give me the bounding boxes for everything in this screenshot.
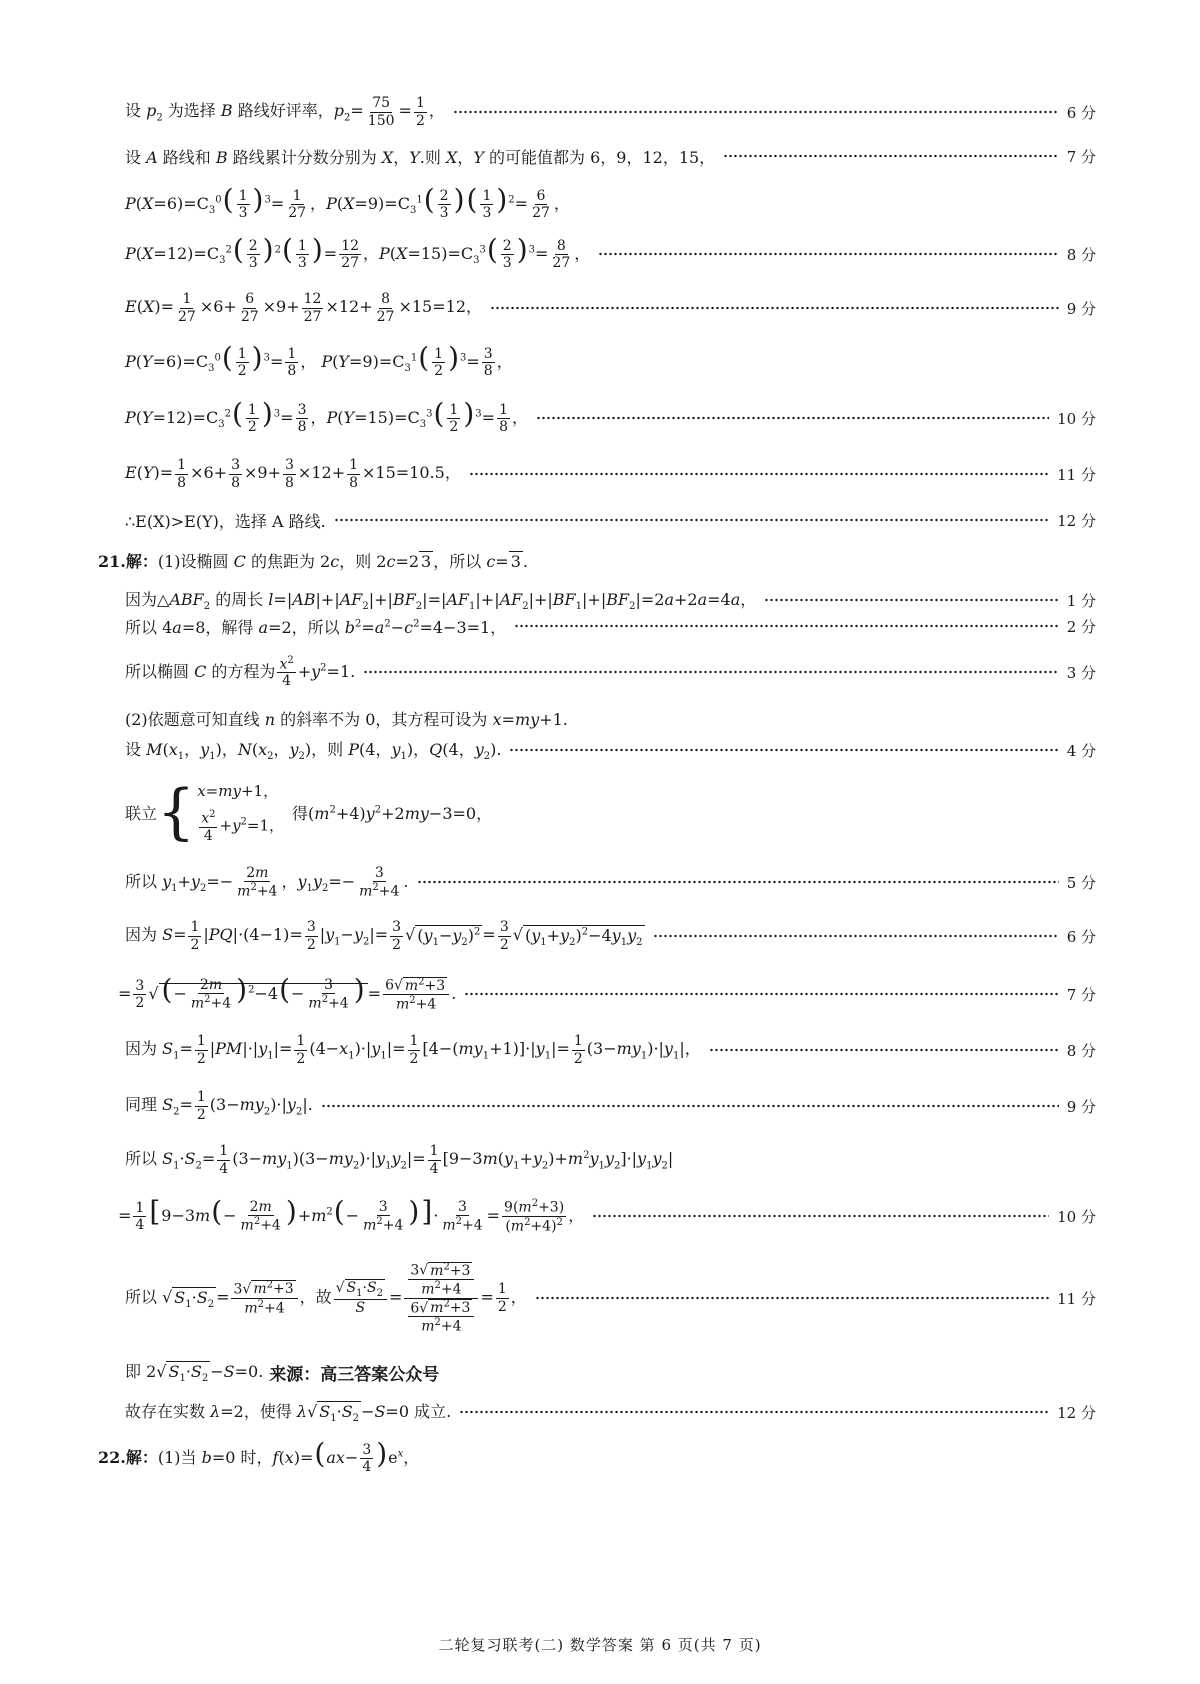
line-text: 即 2√ $S_1\cdot S_2 -S=0$. [125,1362,264,1385]
score-label: 3 分 [1066,663,1096,682]
solution-line [125,1030,1096,1070]
leader-dots [363,669,1058,675]
page-footer: 二轮复习联考(二) 数学答案 第 6 页(共 7 页) [438,1636,762,1654]
line-text: $P(Y=6)=C_3^0$( $\frac{1}{2}$ )$^3$= $\frac{1}{8}$ ， $P(Y=9)=C_3^1$( $\frac{1}{2}$ )$^3$= $\frac{3}{8}$ ， [125,341,513,380]
line-text: E(X)= $\frac{1}{27}$ ×6+ $\frac{6}{27}$ ×9+ $\frac{12}{27}$ ×12+ $\frac{8}{27}$ ×15=12， [125,291,483,325]
leader-dots [334,517,1049,523]
line-text: = $\frac{3}{2}$ √ (− $\frac{2m}{m^2+4}$ )$^2$−4(− $\frac{3}{m^2+4}$ ) = $\frac{6√ m^2+3}{m^2+4}$ . [118,972,457,1013]
score-label: 8 分 [1066,245,1096,264]
leader-dots [598,251,1058,257]
solution-line [125,606,1096,646]
score-label: 7 分 [1066,985,1096,1004]
system-eq-1: x=my+1， [197,782,279,801]
line-text: 21.解：(1)设椭圆 C 的焦距为 2c，则 2c=2 3 ，所以 c= 3 . [98,551,528,571]
solution-line [125,454,1096,494]
solution-line [125,136,1096,176]
leader-dots [514,623,1058,629]
line-text: 设 $p_2$ 为选择 B 路线好评率，$p_2=$ $\frac{75}{150}$ = $\frac{1}{2}$ ， [125,95,445,129]
leader-dots [509,747,1058,753]
solution-line [125,288,1096,328]
score-label: 9 分 [1066,299,1096,318]
score-label: 12 分 [1057,511,1096,530]
leader-dots [535,1295,1049,1301]
question-21-start [98,540,1096,580]
line-text: 同理 $S_2=$ $\frac{1}{2}$ $(3-my_2)\cdot|y_2|$. [125,1089,313,1123]
leader-dots [490,305,1059,311]
line-text: 所以 √ $S_1\cdot S_2$ = $\frac{3√ m^2+3}{m^2+4}$ ，故 $\frac{√ S_1\cdot S_2}{S}$ = $\frac{\frac{3√ m^2+3}{m^2+4}}{\frac{6√ m^2+3}{m^2+4}}$ = $\frac{1}{2}$ ， [125,1261,527,1335]
solution-line [125,342,1096,382]
line-text: $P(X=6)=C_3^0$( $\frac{1}{3}$ )$^3$= $\frac{1}{27}$ ，$P(X=9)=C_3^1$( $\frac{2}{3}$ )( $\frac{1}{3}$ )$^2$= $\frac{6}{27}$ ， [125,183,570,222]
score-label: 2 分 [1066,617,1096,636]
leader-dots [723,153,1059,159]
line-text: 联立 [125,803,158,823]
system-result: 得$(m^2+4)y^2+2my-3=0$， [292,803,493,823]
line-text: $P(X=12)=C_3^2$( $\frac{2}{3}$ )$^2$( $\frac{1}{3}$ )= $\frac{12}{27}$ ，$P(X=15)=C_3^3$( $\frac{2}{3}$ )$^3$= $\frac{8}{27}$ ， [125,233,591,272]
leader-dots [592,1213,1049,1219]
leader-dots [653,933,1059,939]
score-label: 8 分 [1066,1041,1096,1060]
equation-system [157,777,285,847]
leader-dots [459,1409,1049,1415]
leader-dots [417,879,1059,885]
score-label: 11 分 [1057,465,1096,484]
score-label: 4 分 [1066,741,1096,760]
score-label: 6 分 [1066,103,1096,122]
system-eq-2: $\frac{x^2}{4}$ $+y^2=1$， [201,809,285,844]
solution-line [125,1258,1096,1338]
line-text: ∴E(X)>E(Y)，选择 A 路线. [125,511,326,531]
leader-dots [536,415,1049,421]
line-text: 所以椭圆 C 的方程为 $\frac{x^2}{4}$ $+y^2=1$. [125,654,356,690]
line-text: 故存在实数 λ=2，使得 λ√ $S_1\cdot S_2 -S=0$ 成立. [125,1402,452,1425]
line-text: (2)依题意可知直线 n 的斜率不为 0，其方程可设为 x=my+1. [125,709,568,729]
line-text: 因为$\triangle ABF_2$ 的周长 $l=|AB|+|AF_2|+|BF_2|=|AF_1|+|AF_2|+|BF_1|+|BF_2|=2a+2a=4a$， [125,590,757,613]
solution-line [125,1392,1096,1432]
line-text: 因为 $S_1=$ $\frac{1}{2}$ $|PM|\cdot|y_1|=$ $\frac{1}{2}$ $(4-x_1)\cdot|y_1|=$ $\frac{1}{2}$ $[4-(my_1+1)]\cdot|y_1|=$ $\frac{1}{2}$ $(3-my_1)\cdot|y_1|$， [125,1033,701,1067]
line-text: = $\frac{1}{4}$ [9−3m(− $\frac{2m}{m^2+4}$ )$+m^2(-$ $\frac{3}{m^2+4}$ )]· $\frac{3}{m^2+4}$ = $\frac{9(m^2+3)}{(m^2+4)^2}$ ， [118,1194,585,1235]
score-label: 11 分 [1057,1289,1096,1308]
solution-line [118,1196,1096,1236]
leader-dots [453,109,1059,115]
solution-line [125,730,1096,770]
source-note: 来源：高三答案公众号 [269,1364,440,1385]
brace-icon: { [157,777,196,847]
score-label: 12 分 [1057,1403,1096,1422]
line-text: 因为 S= $\frac{1}{2}$ |PQ|·(4−1)= $\frac{3}{2}$ $|y_1-y_2|=$ $\frac{3}{2}$ √ $(y_1-y_2)^2$ = $\frac{3}{2}$ √ $(y_1+y_2)^2-4y_1y_2$ [125,919,643,953]
equation-system-line [125,774,1096,850]
question-22-start [98,1438,1096,1478]
score-label: 1 分 [1066,591,1096,610]
line-text: 所以 4a=8，解得 a=2，所以 $b^2=a^2-c^2=4-3=1$， [125,617,507,637]
score-label: 6 分 [1066,927,1096,946]
solution-line [118,974,1096,1014]
line-text: E(Y)= $\frac{1}{8}$ ×6+ $\frac{3}{8}$ ×9+ $\frac{3}{8}$ ×12+ $\frac{1}{8}$ ×15=10.5， [125,457,461,491]
leader-dots [321,1103,1059,1109]
solution-line [125,500,1096,540]
score-label: 9 分 [1066,1097,1096,1116]
line-text: 所以 $S_1\cdot S_2=$ $\frac{1}{4}$ $(3-my_1)(3-my_2)\cdot|y_1y_2|=$ $\frac{1}{4}$ $[9-3m(y_1+y_2)+m^2y_1y_2]\cdot|y_1y_2|$ [125,1143,674,1177]
solution-line [125,1086,1096,1126]
line-text: 设 $M(x_1$，$y_1$)，$N(x_2$，$y_2$)，则 P(4，$y_1$)，Q(4，$y_2$). [125,740,502,763]
leader-dots [469,471,1049,477]
line-text: $P(Y=12)=C_3^2$( $\frac{1}{2}$ )$^3$= $\frac{3}{8}$ ，$P(Y=15)=C_3^3$( $\frac{1}{2}$ )$^3$= $\frac{1}{8}$ ， [125,397,528,436]
line-text: 22.解：(1)当 b=0 时，f(x)=(ax− $\frac{3}{4}$ )$e^x$， [98,1437,420,1476]
score-label: 10 分 [1057,1207,1096,1226]
solution-line [125,862,1096,902]
line-text: 设 A 路线和 B 路线累计分数分别为 X，Y.则 X，Y 的可能值都为 6，9，12，15， [125,147,716,167]
solution-line [125,184,1096,224]
solution-line [125,398,1096,438]
line-text: 所以 $y_1+y_2=-$ $\frac{2m}{m^2+4}$ ，$y_1y_2=-$ $\frac{3}{m^2+4}$ . [125,864,409,900]
leader-dots [709,1047,1059,1053]
solution-line [125,1140,1096,1180]
score-label: 7 分 [1066,147,1096,166]
solution-line [125,1352,1096,1392]
leader-dots [464,991,1058,997]
score-label: 5 分 [1066,873,1096,892]
solution-line [125,916,1096,956]
score-label: 10 分 [1057,409,1096,428]
leader-dots [764,597,1058,603]
solution-line [125,234,1096,274]
solution-line [125,652,1096,692]
solution-line [125,92,1096,132]
